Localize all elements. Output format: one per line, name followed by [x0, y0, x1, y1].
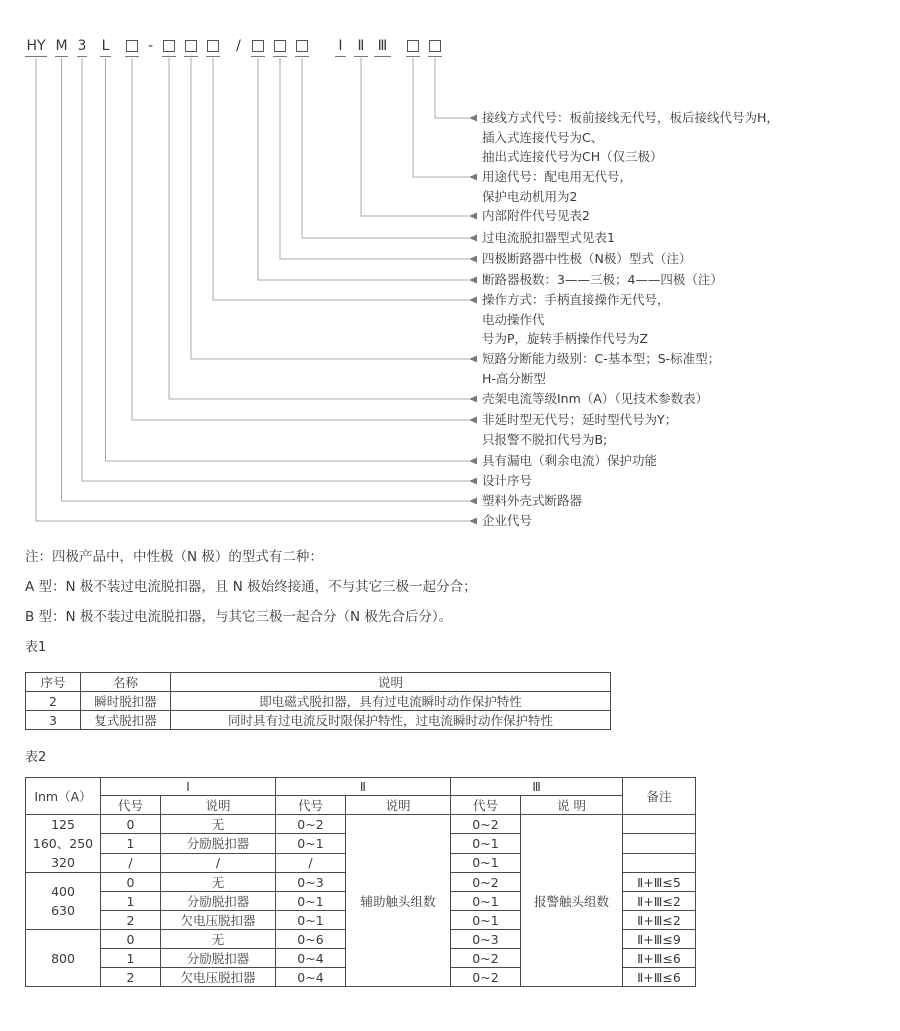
description-line: H-高分断型 [482, 370, 546, 386]
table2-body [26, 815, 696, 987]
table2-cell-accessory-code: 1 [101, 949, 161, 968]
table2-cell-aux-code: 0~1 [276, 892, 346, 911]
table1-cell: 即电磁式脱扣器，具有过电流瞬时动作保护特性 [171, 692, 611, 711]
table2-cell-remark: Ⅱ+Ⅲ≤2 [623, 911, 696, 930]
table2-label: 表2 [25, 750, 47, 765]
empty-box-icon [207, 40, 219, 52]
description-line: 号为P，旋转手柄操作代号为Z [482, 331, 649, 346]
table2-cell-aux-code: 0~3 [276, 873, 346, 892]
table1-header-cell: 序号 [26, 673, 81, 692]
description-line: 四极断路器中性极（N极）型式（注） [482, 251, 692, 266]
table2-head [26, 778, 696, 815]
table2-inm-cell: 400 630 [26, 873, 101, 930]
table2-cell-remark [623, 834, 696, 853]
table2-cell-remark: Ⅱ+Ⅲ≤9 [623, 930, 696, 949]
code-position-box [251, 38, 265, 57]
table2-cell-remark: Ⅱ+Ⅲ≤6 [623, 968, 696, 987]
description-line: 过电流脱扣器型式见表1 [482, 230, 615, 245]
code-separator: - [147, 38, 154, 54]
code-description-5 [482, 270, 723, 290]
table2-cell-accessory-desc: / [161, 853, 276, 872]
table2-header-row-1 [26, 778, 696, 796]
table2-subheader-cell: 说明 [161, 796, 276, 815]
table2-cell-aux-code: 0~4 [276, 968, 346, 987]
table2-row [26, 815, 696, 834]
code-description-7 [482, 349, 720, 388]
table2-cell-remark: Ⅱ+Ⅲ≤2 [623, 892, 696, 911]
table2-inm-cell: 800 [26, 930, 101, 987]
description-line: 电动操作代 [482, 311, 545, 327]
table2-cell-accessory-code: 0 [101, 873, 161, 892]
code-description-3 [482, 228, 615, 248]
table2-subheader-cell: 代号 [451, 796, 521, 815]
description-line: 插入式连接代号为C、 [482, 129, 604, 145]
note-line-0: 注：四极产品中，中性极（N 极）的型式有二种： [25, 549, 323, 565]
table2-cell-alarm-code: 0~3 [451, 930, 521, 949]
code-position-box [273, 38, 287, 57]
table2-subheader-cell: 说 明 [521, 796, 623, 815]
table2-header-group-0: Ⅰ [101, 778, 276, 796]
code-position-box [206, 38, 220, 57]
description-line: 壳架电流等级Inm（A）（见技术参数表） [482, 391, 709, 406]
table2-header-inm: Inm（A） [26, 778, 101, 815]
table2-cell-alarm-code: 0~1 [451, 892, 521, 911]
table2-cell-remark: Ⅱ+Ⅲ≤6 [623, 949, 696, 968]
code-char: M [55, 38, 68, 57]
table2-subheader-cell: 说明 [346, 796, 451, 815]
table1-row [26, 711, 611, 730]
table2-cell-accessory-desc: 欠电压脱扣器 [161, 911, 276, 930]
table1 [25, 672, 611, 730]
table2-cell-alarm-code: 0~1 [451, 911, 521, 930]
table1-cell: 2 [26, 692, 81, 711]
description-line: 用途代号：配电用无代号， [482, 169, 633, 184]
table2-cell-aux-code: 0~1 [276, 911, 346, 930]
description-line: 断路器极数：3——三极；4——四极（注） [482, 272, 723, 287]
table2-cell-accessory-desc: 分励脱扣器 [161, 892, 276, 911]
table2-cell-accessory-desc: 分励脱扣器 [161, 834, 276, 853]
code-description-10 [482, 451, 657, 471]
table2-cell-accessory-code: 2 [101, 968, 161, 987]
note-line-2: B 型：N 极不装过电流脱扣器，与其它三极一起合分（N 极先合后分）。 [25, 609, 453, 625]
table2-header-group-2: Ⅲ [451, 778, 623, 796]
code-description-4 [482, 249, 691, 269]
table1-cell: 3 [26, 711, 81, 730]
description-line: 接线方式代号：板前接线无代号，板后接线代号为H， [482, 110, 779, 125]
table2-cell-remark: Ⅱ+Ⅲ≤5 [623, 873, 696, 892]
description-line: 保护电动机用为2 [482, 188, 578, 204]
table2-header-remark: 备注 [623, 778, 696, 815]
table2-cell-accessory-desc: 欠电压脱扣器 [161, 968, 276, 987]
code-description-12 [482, 491, 582, 511]
table1-cell: 瞬时脱扣器 [81, 692, 171, 711]
table1-body [26, 692, 611, 730]
empty-box-icon [429, 40, 441, 52]
table2 [25, 777, 696, 987]
description-line: 只报警不脱扣代号为B; [482, 431, 608, 447]
table2-subheader-cell: 代号 [276, 796, 346, 815]
code-position-box [162, 38, 176, 57]
description-line: 内部附件代号见表2 [482, 208, 590, 223]
table2-cell-remark [623, 815, 696, 834]
table2-subheader-cell: 代号 [101, 796, 161, 815]
table1-cell: 复式脱扣器 [81, 711, 171, 730]
table2-cell-alarm-code: 0~1 [451, 834, 521, 853]
table1-label: 表1 [25, 640, 47, 655]
code-description-8 [482, 389, 708, 409]
empty-box-icon [163, 40, 175, 52]
empty-box-icon [252, 40, 264, 52]
table2-cell-accessory-code: 0 [101, 815, 161, 834]
table2-inm-cell: 125 160、250 320 [26, 815, 101, 873]
table2-cell-aux-code: 0~4 [276, 949, 346, 968]
table2-cell-alarm-code: 0~1 [451, 853, 521, 872]
table1-header-cell: 名称 [81, 673, 171, 692]
code-char: Ⅰ [335, 38, 346, 57]
table2-cell-aux-code: 0~1 [276, 834, 346, 853]
code-char: HY [25, 38, 47, 57]
code-position-box [428, 38, 442, 57]
description-line: 非延时型无代号；延时型代号为Y； [482, 412, 678, 427]
table2-cell-accessory-desc: 无 [161, 815, 276, 834]
code-description-13 [482, 511, 532, 531]
table2-header-group-1: Ⅱ [276, 778, 451, 796]
table2-cell-aux-code: / [276, 853, 346, 872]
empty-box-icon [296, 40, 308, 52]
code-position-box [406, 38, 420, 57]
code-char: L [100, 38, 111, 57]
code-description-6 [482, 290, 670, 349]
code-description-0 [482, 108, 779, 167]
empty-box-icon [185, 40, 197, 52]
description-line: 具有漏电（剩余电流）保护功能 [482, 453, 658, 468]
code-description-1 [482, 167, 632, 206]
table2-cell-accessory-code: 1 [101, 892, 161, 911]
table2-cell-accessory-code: / [101, 853, 161, 872]
empty-box-icon [126, 40, 138, 52]
description-line: 企业代号 [482, 513, 533, 528]
table2-cell-accessory-code: 2 [101, 911, 161, 930]
table1-cell: 同时具有过电流反时限保护特性，过电流瞬时动作保护特性 [171, 711, 611, 730]
table2-cell-remark [623, 853, 696, 872]
table2-cell-alarm-code: 0~2 [451, 815, 521, 834]
table2-cell-accessory-code: 0 [101, 930, 161, 949]
table2-cell-alarm-code: 0~2 [451, 873, 521, 892]
code-separator: / [236, 38, 241, 54]
empty-box-icon [407, 40, 419, 52]
table2-cell-aux-code: 0~6 [276, 930, 346, 949]
table2-cell-aux-code: 0~2 [276, 815, 346, 834]
table1-row [26, 692, 611, 711]
table2-cell-accessory-desc: 分励脱扣器 [161, 949, 276, 968]
description-line: 设计序号 [482, 473, 533, 488]
table1-header-cell: 说明 [171, 673, 611, 692]
table2-cell-accessory-desc: 无 [161, 873, 276, 892]
table1-header-row [26, 673, 611, 692]
table2-cell-accessory-desc: 无 [161, 930, 276, 949]
description-line: 塑料外壳式断路器 [482, 493, 583, 508]
code-position-box [125, 38, 139, 57]
table1-head [26, 673, 611, 692]
code-description-11 [482, 471, 532, 491]
description-line: 短路分断能力级别：C-基本型；S-标准型； [482, 351, 721, 366]
description-line: 抽出式连接代号为CH（仅三极） [482, 149, 663, 164]
code-description-2 [482, 206, 590, 226]
table2-cell-alarm-code: 0~2 [451, 949, 521, 968]
table2-cell-accessory-code: 1 [101, 834, 161, 853]
note-line-1: A 型：N 极不装过电流脱扣器，且 N 极始终接通，不与其它三极一起分合； [25, 579, 477, 595]
empty-box-icon [274, 40, 286, 52]
code-char: Ⅱ [354, 38, 368, 57]
code-description-9 [482, 410, 677, 449]
code-char: 3 [77, 38, 87, 57]
code-position-box [295, 38, 309, 57]
table2-cell-alarm-code: 0~2 [451, 968, 521, 987]
description-line: 操作方式：手柄直接操作无代号， [482, 292, 670, 307]
code-char: Ⅲ [374, 38, 391, 57]
table2-alarm-span-cell: 报警触头组数 [521, 815, 623, 987]
table2-header-row-2 [26, 796, 696, 815]
code-position-box [184, 38, 198, 57]
table2-aux-span-cell: 辅助触头组数 [346, 815, 451, 987]
